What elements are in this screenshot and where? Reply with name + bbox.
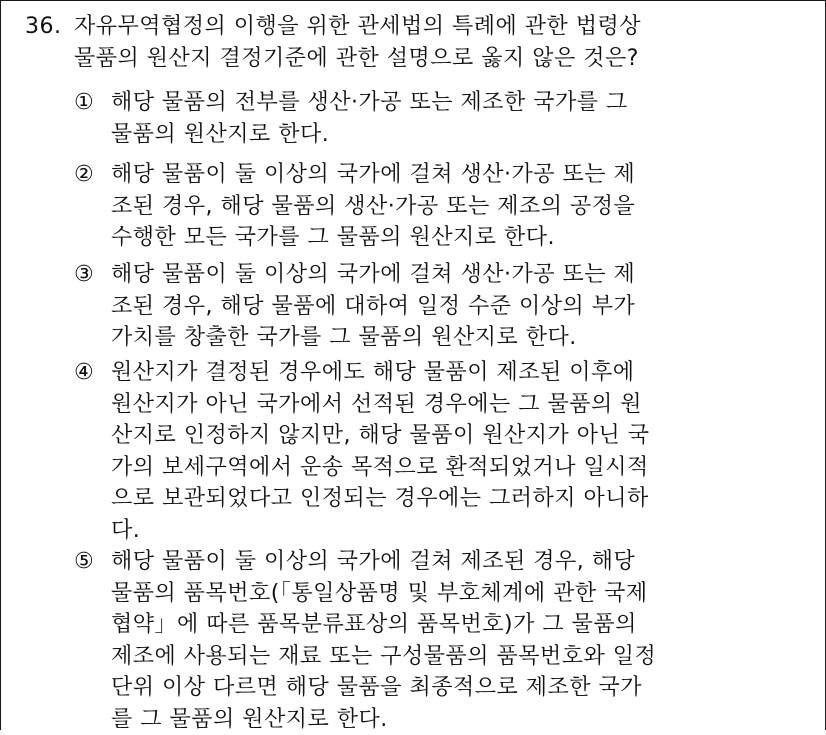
choice-3-text: 해당 물품이 둘 이상의 국가에 걸쳐 생산·가공 또는 제 조된 경우, 해당 물품에 대하여 일정 수준 이상의 부가 가치를 창출한 국가를 그 물품의 원산지로 한다. [111,262,636,350]
choice-5-text: 해당 물품이 둘 이상의 국가에 걸쳐 제조된 경우, 해당 물품의 품목번호(「통일상품명 및 부호체계에 관한 국제 협약」에 따른 품목분류표상의 품목번호)가 그 물품의 제조에 사용되는 재료 또는 구성물품의 품목번호와 일정 단위 이상 다르면 해당 물품을 최종적으로 제조한 국가 를 그 물품의 원산지로 한다. [111,549,657,732]
choice-2-text: 해당 물품이 둘 이상의 국가에 걸쳐 생산·가공 또는 제 조된 경우, 해당 물품의 생산·가공 또는 제조의 공정을 수행한 모든 국가를 그 물품의 원산지로 한다. [111,162,636,250]
choice-4-text: 원산지가 결정된 경우에도 해당 물품이 제조된 이후에 원산지가 아닌 국가에서 선적된 경우에는 그 물품의 원 산지로 인정하지 않지만, 해당 물품이 원산지가 아닌 국 가의 보세구역에서 운송 목적으로 환적되었거나 일시적 으로 보관되었다고 인정되는 경우에는 그러하지 아니하 다. [111,360,650,543]
choice-1-marker: ① [74,90,94,115]
choice-1-text: 해당 물품의 전부를 생산·가공 또는 제조한 국가를 그 물품의 원산지로 한다. [111,90,628,147]
question-number: 36. [25,14,62,39]
choice-3-marker: ③ [74,262,94,287]
question-stem: 자유무역협정의 이행을 위한 관세법의 특례에 관한 법령상 물품의 원산지 결정기준에 관한 설명으로 옳지 않은 것은? [74,14,642,71]
choice-5-marker: ⑤ [74,549,94,574]
choice-4-marker: ④ [74,360,94,385]
choice-2-marker: ② [74,162,94,187]
